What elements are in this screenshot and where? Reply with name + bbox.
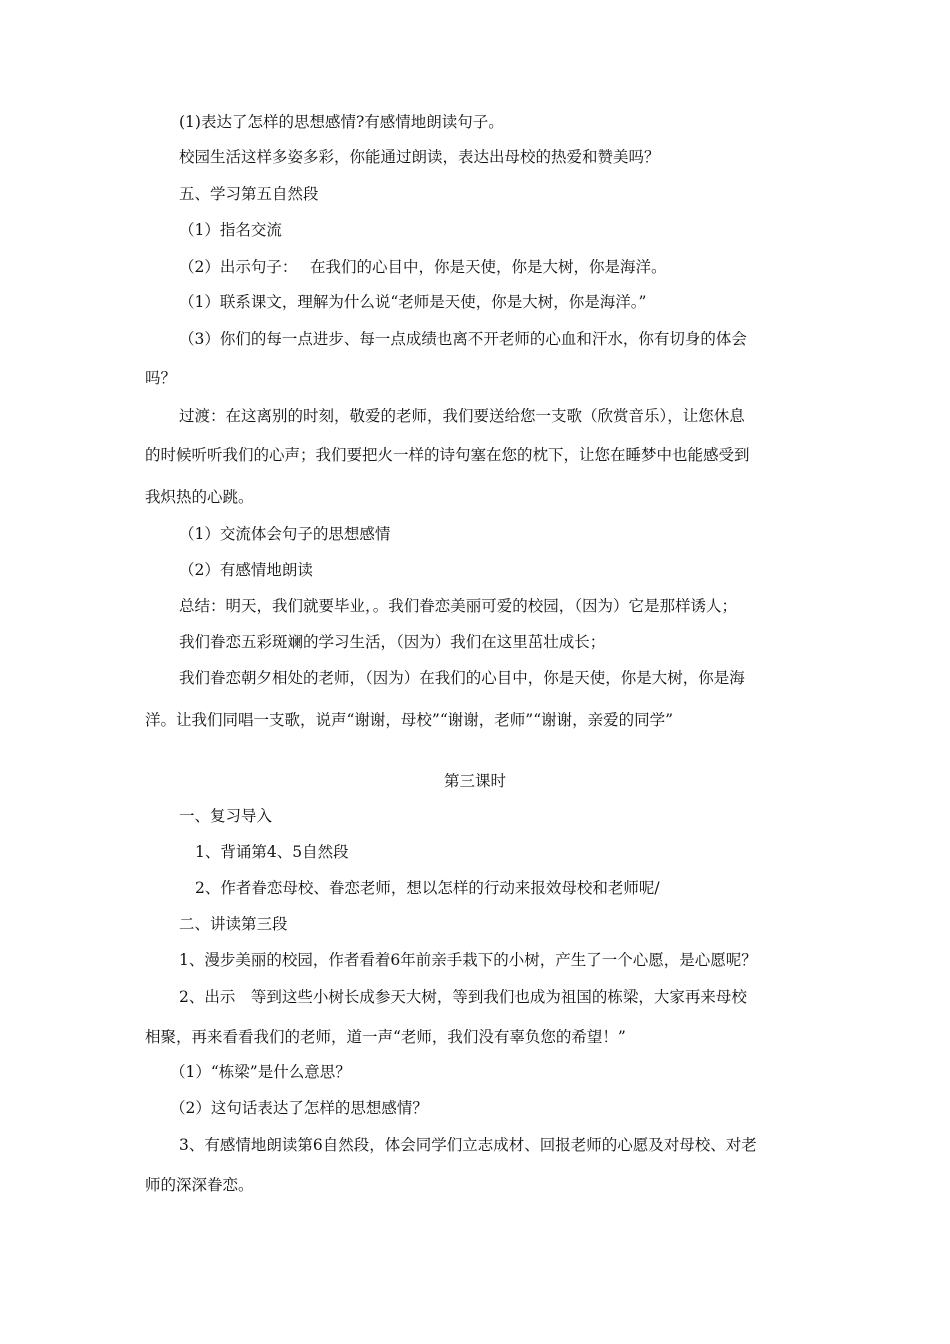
text-line: （1）交流体会句子的思想感情 xyxy=(179,525,391,543)
text-line: 2、出示 等到这些小树长成参天大树，等到我们也成为祖国的栋梁，大家再来母校 xyxy=(179,988,747,1006)
text-line: 相聚，再来看看我们的老师，道一声“老师，我们没有辜负您的希望！” xyxy=(145,1028,626,1046)
section-heading: 二、讲读第三段 xyxy=(179,915,288,933)
text-line: 过渡：在这离别的时刻，敬爱的老师，我们要送给您一支歌（欣赏音乐），让您休息 xyxy=(179,407,745,425)
text-line: （1）联系课文，理解为什么说“老师是天使，你是大树，你是海洋。” xyxy=(179,293,647,311)
section-heading: 一、复习导入 xyxy=(179,807,273,825)
text-line: 1、漫步美丽的校园，作者看着6年前亲手栽下的小树，产生了一个心愿，是心愿呢？ xyxy=(179,951,757,969)
text-line: 总结：明天，我们就要毕业，。我们眷恋美丽可爱的校园，（因为）它是那样诱人； xyxy=(179,597,738,615)
text-line: （1）指名交流 xyxy=(179,221,282,239)
text-line: （3）你们的每一点进步、每一点成绩也离不开老师的心血和汗水，你有切身的体会 xyxy=(179,330,747,348)
text-line: 我们眷恋朝夕相处的老师，（因为）在我们的心目中，你是天使，你是大树，你是海 xyxy=(179,669,745,687)
text-line: 1、背诵第4、5自然段 xyxy=(195,843,349,861)
text-line: 吗？ xyxy=(145,369,177,387)
text-line: 师的深深眷恋。 xyxy=(145,1176,254,1194)
section-heading: 五、学习第五自然段 xyxy=(179,185,319,203)
text-line: 的时候听听我们的心声；我们要把火一样的诗句塞在您的枕下，让您在睡梦中也能感受到 xyxy=(145,446,750,464)
text-line: 2、作者眷恋母校、眷恋老师，想以怎样的行动来报效母校和老师呢/ xyxy=(195,879,660,897)
text-line: （2）有感情地朗读 xyxy=(179,561,313,579)
text-line: 我们眷恋五彩斑斓的学习生活，（因为）我们在这里茁壮成长； xyxy=(179,633,606,651)
text-line: 校园生活这样多姿多彩，你能通过朗读，表达出母校的热爱和赞美吗？ xyxy=(179,148,660,166)
text-line: （2）出示句子： 在我们的心目中，你是天使，你是大树，你是海洋。 xyxy=(179,258,667,276)
text-line: （2）这句话表达了怎样的思想感情？ xyxy=(170,1099,428,1117)
text-line: 3、有感情地朗读第6自然段，体会同学们立志成材、回报老师的心愿及对母校、对老 xyxy=(179,1136,757,1154)
text-line: 我炽热的心跳。 xyxy=(145,488,254,506)
text-line: 洋。让我们同唱一支歌，说声“谢谢，母校”“谢谢，老师”“谢谢，亲爱的同学” xyxy=(145,711,674,729)
lesson-title: 第三课时 xyxy=(443,772,506,790)
text-line: （1）“栋梁”是什么意思？ xyxy=(170,1063,351,1081)
text-line: (1)表达了怎样的思想感情?有感情地朗读句子。 xyxy=(179,113,504,131)
